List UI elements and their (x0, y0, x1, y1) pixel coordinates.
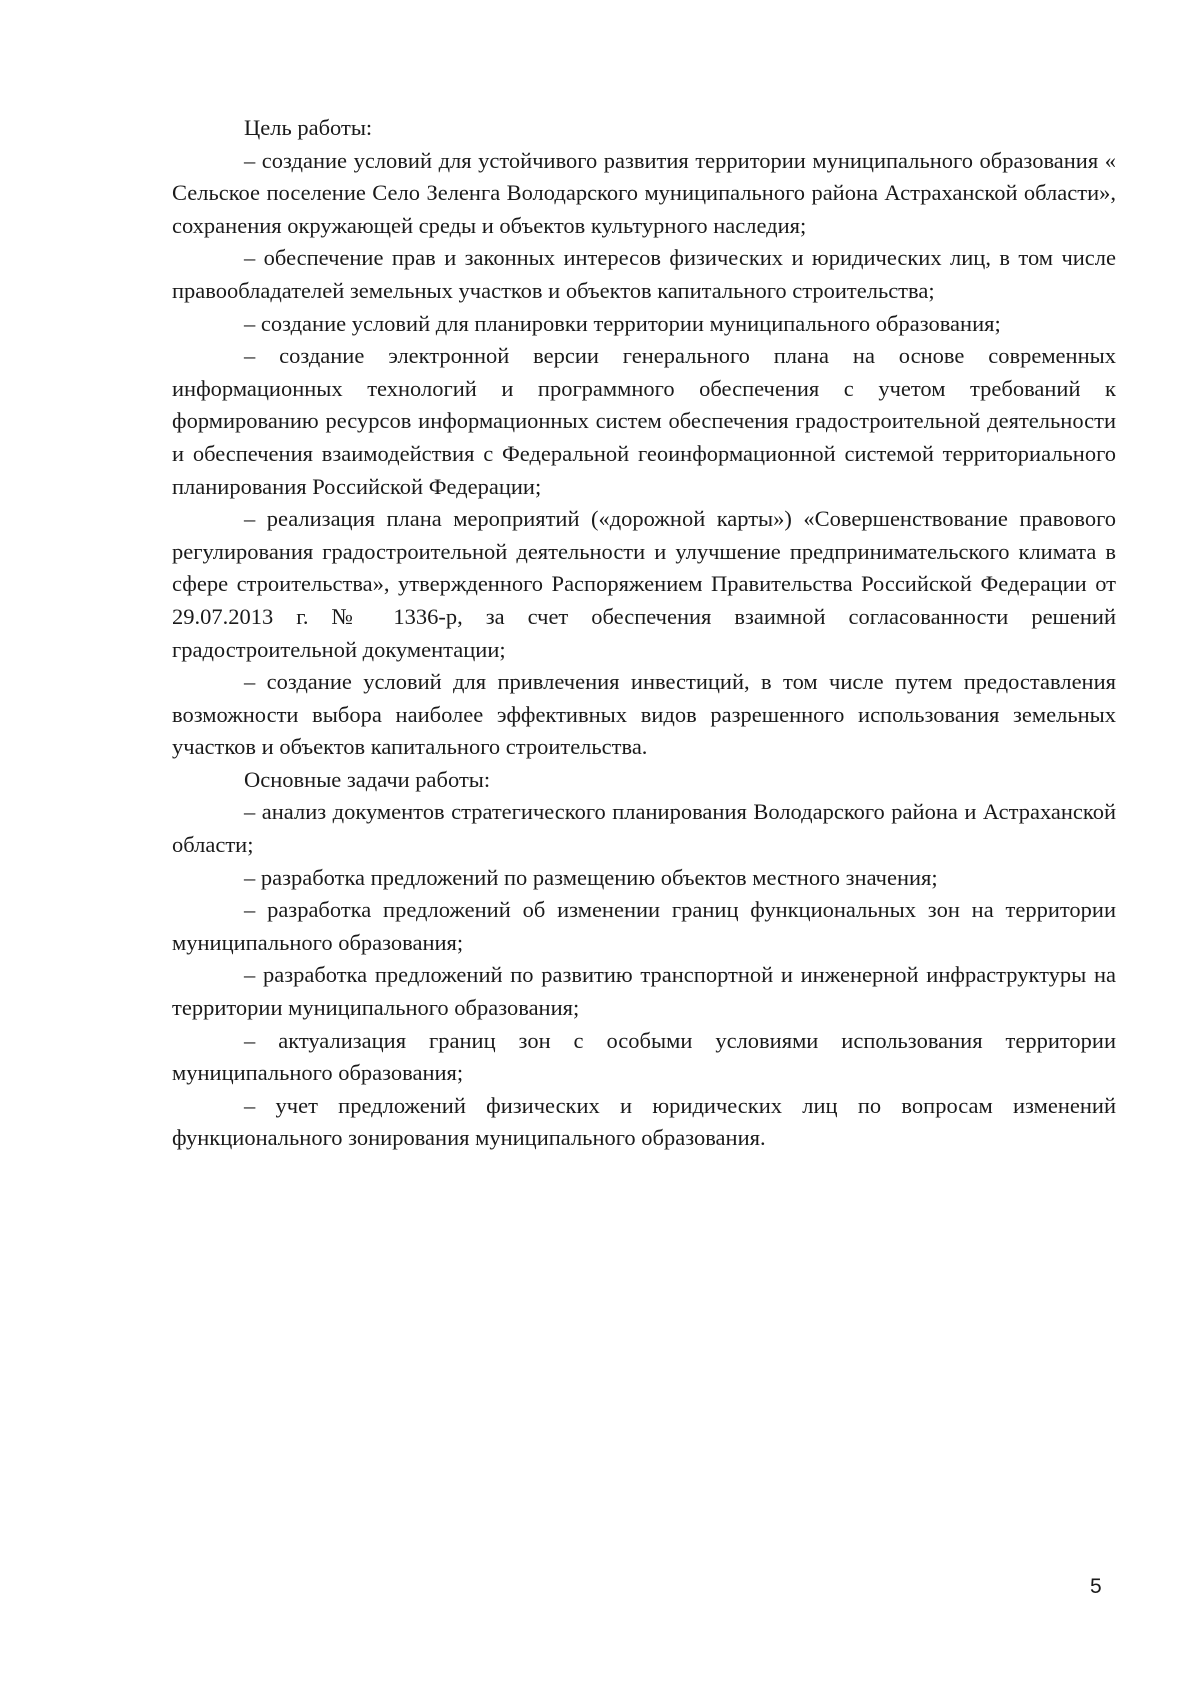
page-body (172, 112, 1116, 1155)
goal-item: – создание электронной версии генерального плана на основе современных информационных технологий и программного обеспечения с учетом требований к формированию ресурсов информационных систем обеспечения градостроительной деятельности и обеспечения взаимодействия с Федеральной геоинформационной системой территориального планирования Российской Федерации; (172, 343, 1116, 499)
task-item: – актуализация границ зон с особыми условиями использования территории муниципального образования; (172, 1027, 1116, 1086)
goal-item: – обеспечение прав и законных интересов физических и юридических лиц, в том числе правообладателей земельных участков и объектов капитального строительства; (172, 245, 1116, 303)
goal-item: – создание условий для привлечения инвестиций, в том числе путем предоставления возможности выбора наиболее эффективных видов разрешенного использования земельных участков и объектов капитального строительства. (172, 669, 1116, 760)
goal-item: – реализация плана мероприятий («дорожной карты») «Совершенствование правового регулирования градостроительной деятельности и улучшение предпринимательского климата в сфере строительства», утвержденного Распоряжением Правительства Российской Федерации от 29.07.2013 г. № 1336-р, за счет обеспечения взаимной согласованности решений градостроительной документации; (172, 506, 1116, 662)
tasks-heading: Основные задачи работы: (244, 766, 491, 792)
page-number: 5 (1090, 1575, 1102, 1598)
goal-heading: Цель работы: (244, 115, 373, 140)
task-item: – анализ документов стратегического планирования Володарского района и Астраханской области; (172, 799, 1116, 858)
task-item: – разработка предложений об изменении границ функциональных зон на территории муниципального образования; (172, 897, 1116, 955)
task-item: – разработка предложений по развитию транспортной и инженерной инфраструктуры на территории муниципального образования; (172, 962, 1116, 1021)
goal-item: – создание условий для планировки территории муниципального образования; (244, 310, 1001, 336)
task-item: – учет предложений физических и юридических лиц по вопросам изменений функционального зонирования муниципального образования. (172, 1092, 1116, 1151)
task-item: – разработка предложений по размещению объектов местного значения; (244, 864, 938, 890)
goal-item: – создание условий для устойчивого развития территории муниципального образования « Сельское поселение Село Зеленга Володарского муниципального района Астраханской области», сохранения окружающей среды и объектов культурного наследия; (172, 147, 1116, 238)
